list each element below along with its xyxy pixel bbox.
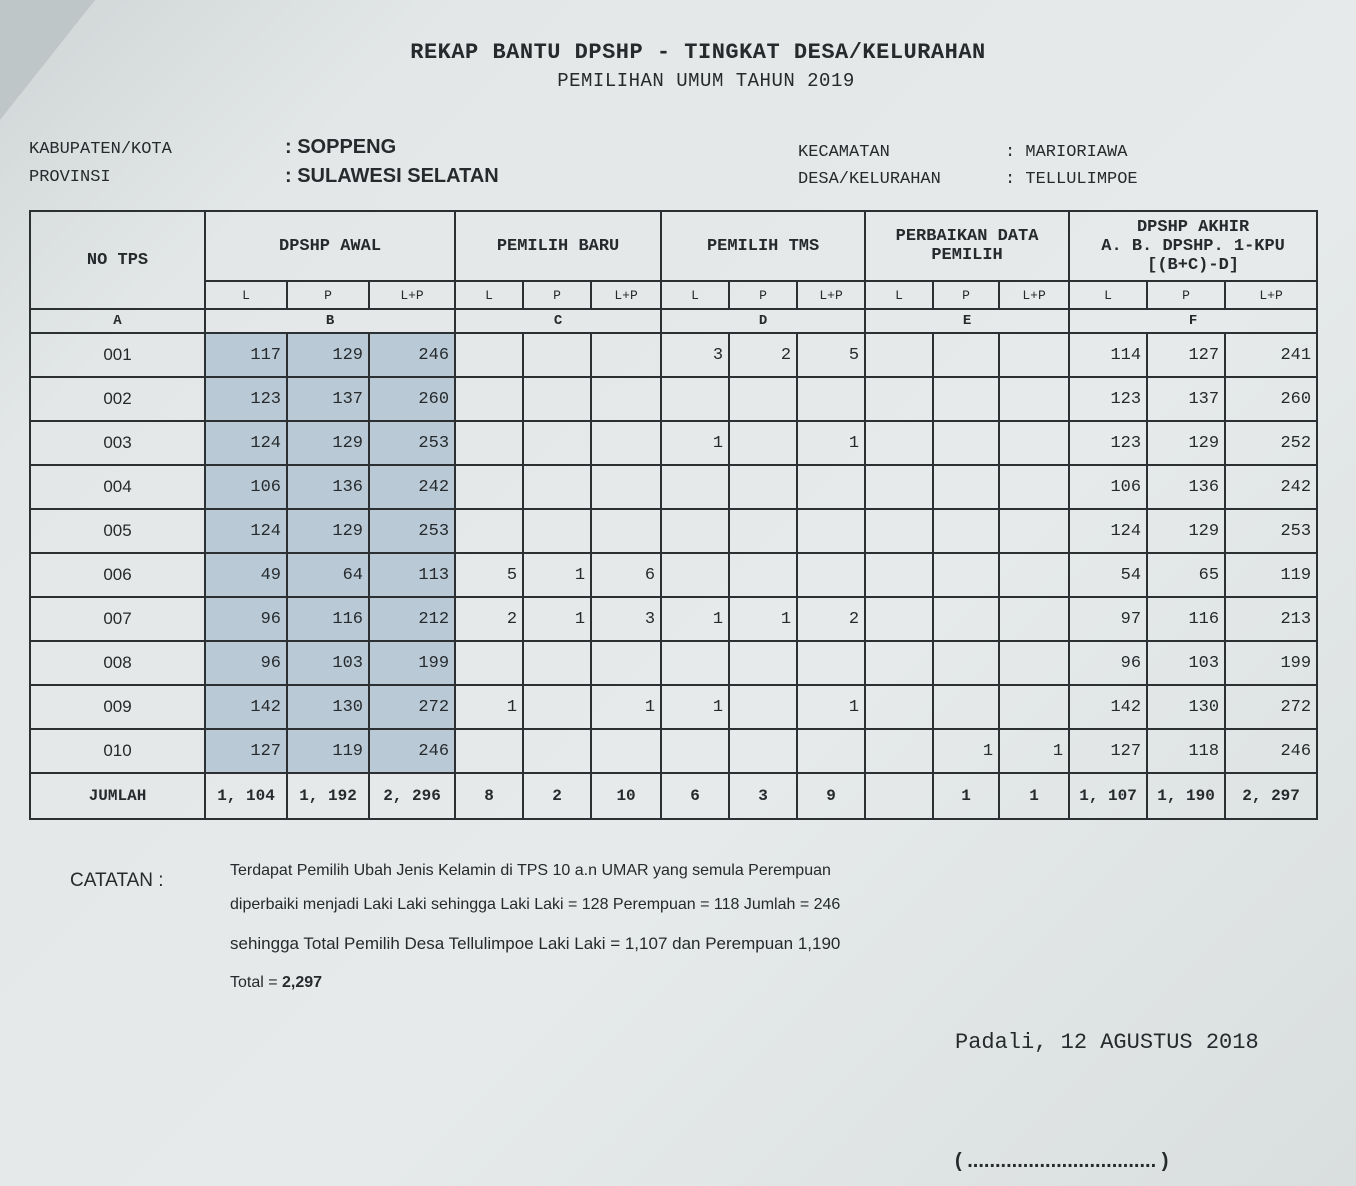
cell-f: 65 (1147, 553, 1225, 597)
cell-c: 5 (455, 553, 523, 597)
cell-b: 113 (369, 553, 455, 597)
tps-number: 010 (30, 729, 205, 773)
cell-b: 127 (205, 729, 287, 773)
cell-d (729, 465, 797, 509)
cell-f: 213 (1225, 597, 1317, 641)
table-row (30, 333, 1317, 377)
cell-b: 142 (205, 685, 287, 729)
table-row (30, 421, 1317, 465)
cell-d (729, 509, 797, 553)
kecamatan-label: KECAMATAN (798, 143, 890, 162)
cell-c (455, 465, 523, 509)
subheader-lp: L+P (1225, 281, 1317, 309)
subheader-lp: L+P (591, 281, 661, 309)
cell-d (797, 553, 865, 597)
document-subtitle: PEMILIHAN UMUM TAHUN 2019 (557, 70, 855, 92)
total-cell: 10 (591, 773, 661, 819)
tps-number: 009 (30, 685, 205, 729)
cell-d (729, 685, 797, 729)
cell-b: 124 (205, 509, 287, 553)
cell-e (865, 685, 933, 729)
cell-f: 96 (1069, 641, 1147, 685)
subheader-lp: L+P (369, 281, 455, 309)
cell-e: 1 (999, 729, 1069, 773)
cell-c (455, 333, 523, 377)
cell-b: 253 (369, 509, 455, 553)
cell-c (523, 333, 591, 377)
cell-c: 1 (523, 553, 591, 597)
tps-number: 002 (30, 377, 205, 421)
cell-d (797, 641, 865, 685)
cell-e (999, 509, 1069, 553)
cell-d: 1 (797, 421, 865, 465)
cell-b: 253 (369, 421, 455, 465)
cell-b: 117 (205, 333, 287, 377)
cell-d: 5 (797, 333, 865, 377)
total-cell: 1, 190 (1147, 773, 1225, 819)
cell-e (999, 641, 1069, 685)
cell-b: 129 (287, 509, 369, 553)
cell-f: 242 (1225, 465, 1317, 509)
cell-f: 123 (1069, 421, 1147, 465)
cell-f: 142 (1069, 685, 1147, 729)
tps-number: 007 (30, 597, 205, 641)
cell-d: 2 (797, 597, 865, 641)
cell-e (999, 421, 1069, 465)
table-row (30, 553, 1317, 597)
cell-c (591, 377, 661, 421)
cell-f: 119 (1225, 553, 1317, 597)
cell-f: 123 (1069, 377, 1147, 421)
tps-number: 003 (30, 421, 205, 465)
cell-c (455, 421, 523, 465)
cell-c (523, 377, 591, 421)
cell-f: 241 (1225, 333, 1317, 377)
header-dpshp-akhir (1069, 211, 1317, 281)
cell-c (591, 465, 661, 509)
cell-d (661, 729, 729, 773)
cell-e (865, 553, 933, 597)
cell-c: 3 (591, 597, 661, 641)
table-row (30, 729, 1317, 773)
cell-c (591, 421, 661, 465)
cell-f: 260 (1225, 377, 1317, 421)
cell-e (933, 421, 999, 465)
cell-f: 124 (1069, 509, 1147, 553)
cell-f: 127 (1069, 729, 1147, 773)
cell-d: 1 (661, 597, 729, 641)
cell-b: 129 (287, 421, 369, 465)
total-cell: 1 (999, 773, 1069, 819)
signature-line: ( .................................. ) (955, 1150, 1169, 1172)
cell-b: 106 (205, 465, 287, 509)
cell-e (933, 685, 999, 729)
cell-b: 130 (287, 685, 369, 729)
cell-f: 54 (1069, 553, 1147, 597)
table-row (30, 465, 1317, 509)
header-akhir-line1: DPSHP AKHIR (1136, 217, 1250, 237)
cell-d (661, 641, 729, 685)
desa-label: DESA/KELURAHAN (798, 170, 941, 189)
cell-c (455, 641, 523, 685)
header-akhir-line2: A. B. DPSHP. 1-KPU (1101, 236, 1285, 256)
subheader-l: L (205, 281, 287, 309)
cell-f: 246 (1225, 729, 1317, 773)
cell-f: 129 (1147, 509, 1225, 553)
kabupaten-value: : SOPPENG (285, 136, 397, 158)
tps-number: 008 (30, 641, 205, 685)
cell-c: 1 (523, 597, 591, 641)
cell-c: 1 (455, 685, 523, 729)
cell-e (865, 641, 933, 685)
column-letter-b: B (205, 309, 455, 333)
cell-b: 246 (369, 729, 455, 773)
cell-d (661, 509, 729, 553)
subheader-lp: L+P (797, 281, 865, 309)
cell-b: 246 (369, 333, 455, 377)
table-row (30, 509, 1317, 553)
cell-b: 116 (287, 597, 369, 641)
column-letter-f: F (1069, 309, 1317, 333)
catatan-line-1: Terdapat Pemilih Ubah Jenis Kelamin di TPS 10 a.n UMAR yang semula Perempuan (230, 862, 831, 879)
cell-c (523, 509, 591, 553)
column-letter-a: A (30, 309, 205, 333)
cell-e (865, 729, 933, 773)
header-perbaikan-data: PERBAIKAN DATA PEMILIH (865, 211, 1069, 281)
subheader-p: P (729, 281, 797, 309)
kabupaten-label: KABUPATEN/KOTA (29, 140, 172, 159)
cell-c: 6 (591, 553, 661, 597)
catatan-total-label: Total = (230, 974, 283, 991)
total-cell: 8 (455, 773, 523, 819)
document-title: REKAP BANTU DPSHP - TINGKAT DESA/KELURAHAN (410, 40, 986, 65)
total-cell: 3 (729, 773, 797, 819)
cell-c (455, 509, 523, 553)
cell-f: 116 (1147, 597, 1225, 641)
subheader-p: P (1147, 281, 1225, 309)
cell-d (661, 553, 729, 597)
header-akhir-line3: [(B+C)-D] (1147, 255, 1239, 275)
desa-value: : TELLULIMPOE (1005, 170, 1138, 189)
cell-b: 137 (287, 377, 369, 421)
cell-d (661, 377, 729, 421)
rekap-table (29, 210, 1318, 820)
cell-b: 260 (369, 377, 455, 421)
cell-e (865, 377, 933, 421)
cell-b: 272 (369, 685, 455, 729)
subheader-l: L (865, 281, 933, 309)
cell-e (999, 465, 1069, 509)
table-row (30, 377, 1317, 421)
cell-e (999, 597, 1069, 641)
catatan-label: CATATAN : (70, 870, 164, 891)
cell-e (865, 597, 933, 641)
total-row (30, 773, 1317, 819)
cell-b: 199 (369, 641, 455, 685)
table-row (30, 641, 1317, 685)
kecamatan-value: : MARIORIAWA (1005, 143, 1128, 162)
cell-d: 2 (729, 333, 797, 377)
cell-e (865, 465, 933, 509)
cell-e: 1 (933, 729, 999, 773)
subheader-p: P (523, 281, 591, 309)
cell-b: 129 (287, 333, 369, 377)
cell-f: 97 (1069, 597, 1147, 641)
cell-c (591, 509, 661, 553)
table-row (30, 685, 1317, 729)
cell-f: 127 (1147, 333, 1225, 377)
cell-f: 129 (1147, 421, 1225, 465)
header-no-tps: NO TPS (30, 211, 205, 309)
tps-number: 006 (30, 553, 205, 597)
cell-e (999, 685, 1069, 729)
cell-c: 2 (455, 597, 523, 641)
cell-d (729, 641, 797, 685)
cell-f: 272 (1225, 685, 1317, 729)
cell-d: 1 (661, 685, 729, 729)
subheader-p: P (287, 281, 369, 309)
cell-b: 242 (369, 465, 455, 509)
cell-e (933, 377, 999, 421)
tps-number: 004 (30, 465, 205, 509)
catatan-line-3: sehingga Total Pemilih Desa Tellulimpoe Laki Laki = 1,107 dan Perempuan 1,190 (230, 934, 841, 953)
cell-c (523, 421, 591, 465)
column-letter-e: E (865, 309, 1069, 333)
cell-e (933, 641, 999, 685)
provinsi-value: : SULAWESI SELATAN (285, 165, 499, 187)
cell-e (933, 333, 999, 377)
table-row (30, 597, 1317, 641)
cell-f: 103 (1147, 641, 1225, 685)
cell-e (933, 465, 999, 509)
total-cell: 2 (523, 773, 591, 819)
cell-b: 136 (287, 465, 369, 509)
total-cell: 1 (933, 773, 999, 819)
subheader-l: L (455, 281, 523, 309)
cell-f: 130 (1147, 685, 1225, 729)
cell-b: 64 (287, 553, 369, 597)
provinsi-label: PROVINSI (29, 168, 111, 187)
cell-d (729, 729, 797, 773)
subheader-p: P (933, 281, 999, 309)
cell-c (591, 729, 661, 773)
cell-d: 1 (729, 597, 797, 641)
cell-d (797, 729, 865, 773)
tps-number: 001 (30, 333, 205, 377)
cell-e (865, 421, 933, 465)
cell-c (523, 465, 591, 509)
total-cell: 2, 296 (369, 773, 455, 819)
cell-c (523, 641, 591, 685)
catatan-line-2: diperbaiki menjadi Laki Laki sehingga Laki Laki = 128 Perempuan = 118 Jumlah = 246 (230, 896, 841, 913)
catatan-line-4 (230, 974, 322, 992)
cell-c (455, 377, 523, 421)
cell-b: 49 (205, 553, 287, 597)
cell-c (523, 729, 591, 773)
total-cell: 6 (661, 773, 729, 819)
subheader-l: L (661, 281, 729, 309)
cell-c (591, 333, 661, 377)
cell-f: 252 (1225, 421, 1317, 465)
column-letter-d: D (661, 309, 865, 333)
cell-f: 118 (1147, 729, 1225, 773)
total-cell: 9 (797, 773, 865, 819)
total-label: JUMLAH (30, 773, 205, 819)
cell-f: 253 (1225, 509, 1317, 553)
cell-f: 136 (1147, 465, 1225, 509)
header-pemilih-baru: PEMILIH BARU (455, 211, 661, 281)
cell-e (999, 333, 1069, 377)
cell-c (455, 729, 523, 773)
total-cell (865, 773, 933, 819)
cell-e (865, 509, 933, 553)
total-cell: 1, 192 (287, 773, 369, 819)
cell-d (729, 553, 797, 597)
cell-f: 106 (1069, 465, 1147, 509)
subheader-lp: L+P (999, 281, 1069, 309)
cell-b: 103 (287, 641, 369, 685)
cell-f: 137 (1147, 377, 1225, 421)
cell-d (797, 509, 865, 553)
column-letter-c: C (455, 309, 661, 333)
cell-e (999, 553, 1069, 597)
total-cell: 2, 297 (1225, 773, 1317, 819)
cell-d (661, 465, 729, 509)
cell-e (999, 377, 1069, 421)
cell-c: 1 (591, 685, 661, 729)
cell-b: 124 (205, 421, 287, 465)
cell-e (933, 509, 999, 553)
cell-b: 96 (205, 641, 287, 685)
cell-b: 212 (369, 597, 455, 641)
cell-d (729, 421, 797, 465)
cell-d: 1 (661, 421, 729, 465)
total-cell: 1, 104 (205, 773, 287, 819)
catatan-total-value: 2,297 (282, 974, 323, 991)
cell-f: 199 (1225, 641, 1317, 685)
subheader-l: L (1069, 281, 1147, 309)
cell-d (797, 465, 865, 509)
total-cell: 1, 107 (1069, 773, 1147, 819)
cell-d: 3 (661, 333, 729, 377)
cell-d (729, 377, 797, 421)
cell-e (933, 553, 999, 597)
place-date: Padali, 12 AGUSTUS 2018 (955, 1030, 1259, 1055)
cell-b: 119 (287, 729, 369, 773)
header-dpshp-awal: DPSHP AWAL (205, 211, 455, 281)
cell-d: 1 (797, 685, 865, 729)
cell-c (591, 641, 661, 685)
cell-d (797, 377, 865, 421)
cell-c (523, 685, 591, 729)
header-pemilih-tms: PEMILIH TMS (661, 211, 865, 281)
cell-f: 114 (1069, 333, 1147, 377)
cell-b: 96 (205, 597, 287, 641)
tps-number: 005 (30, 509, 205, 553)
cell-e (933, 597, 999, 641)
cell-b: 123 (205, 377, 287, 421)
cell-e (865, 333, 933, 377)
